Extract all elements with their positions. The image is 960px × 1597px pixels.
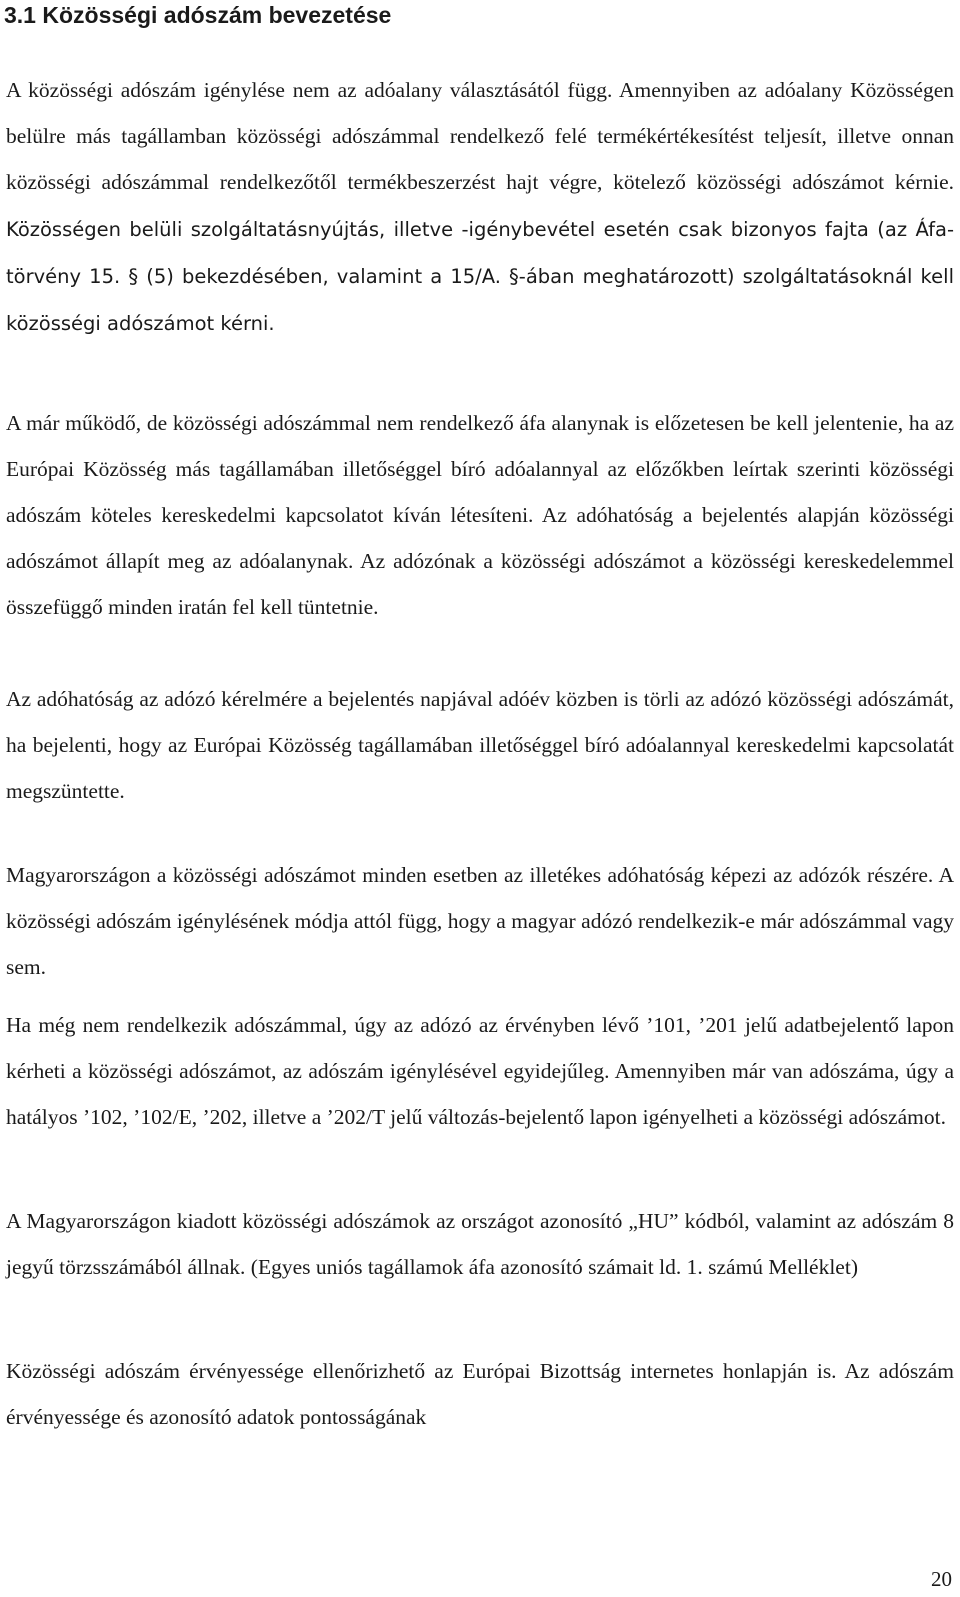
paragraph-registration: A már működő, de közösségi adószámmal nem rendelkező áfa alanynak is előzetesen be kell jelentenie, ha az Európai Közösség más tagállamában illetőséggel bíró adóalannyal az előzőkben leírtak szerinti közösségi adószám köteles kereskedelmi kapcsolatot kíván létesíteni. Az adóhatóság a bejelentés alapján közösségi adószámot állapít meg az adóalanynak. Az adózónak a közösségi adószámot a közösségi kereskedelemmel összefüggő minden iratán fel kell tüntetnie. <box>6 411 954 619</box>
section-heading: 3.1 Közösségi adószám bevezetése <box>4 2 392 28</box>
paragraph-validation: Közösségi adószám érvényessége ellenőrizhető az Európai Bizottság internetes honlapján is. Az adószám érvényessége és azonosító adatok pontosságának <box>6 1359 954 1429</box>
paragraph-deletion: Az adóhatóság az adózó kérelmére a bejelentés napjával adóév közben is törli az adózó közösségi adószámát, ha bejelenti, hogy az Európai Közösség tagállamában illetőséggel bíró adóalannyal kereskedelmi kapcsolatát megszüntette. <box>6 687 954 803</box>
paragraph-format: A Magyarországon kiadott közösségi adószámok az országot azonosító „HU” kódból, valamint az adószám 8 jegyű törzsszámából állnak. (Egyes uniós tagállamok áfa azonosító számait ld. 1. számú Melléklet) <box>6 1209 954 1279</box>
paragraph-intro <box>6 67 954 347</box>
paragraph-intro-serif: A közösségi adószám igénylése nem az adóalany választásától függ. Amennyiben az adóalany Közösségen belülre más tagállamban közösségi adószámmal rendelkező felé termékértékesítést teljesít, illetve onnan közösségi adószámmal rendelkezőtől termékbeszerzést hajt végre, kötelező közösségi adószámot kérnie. <box>6 78 954 194</box>
page-number: 20 <box>931 1567 952 1591</box>
paragraph-hungary: Magyarországon a közösségi adószámot minden esetben az illetékes adóhatóság képezi az adózók részére. A közösségi adószám igénylésének módja attól függ, hogy a magyar adózó rendelkezik-e már adószámmal vagy sem. <box>6 863 954 979</box>
paragraph-application: Ha még nem rendelkezik adószámmal, úgy az adózó az érvényben lévő ’101, ’201 jelű adatbejelentő lapon kérheti a közösségi adószámot, az adószám igénylésével egyidejűleg. Amennyiben már van adószáma, úgy a hatályos ’102, ’102/E, ’202, illetve a ’202/T jelű változás-bejelentő lapon igényelheti a közösségi adószámot. <box>6 1013 954 1129</box>
paragraph-intro-sans: Közösségen belüli szolgáltatásnyújtás, illetve -igénybevétel esetén csak bizonyos fajta (az Áfa-törvény 15. § (5) bekezdésében, valamint a 15/A. §-ában meghatározott) szolgáltatásoknál kell közösségi adószámot kérni. <box>6 218 954 335</box>
